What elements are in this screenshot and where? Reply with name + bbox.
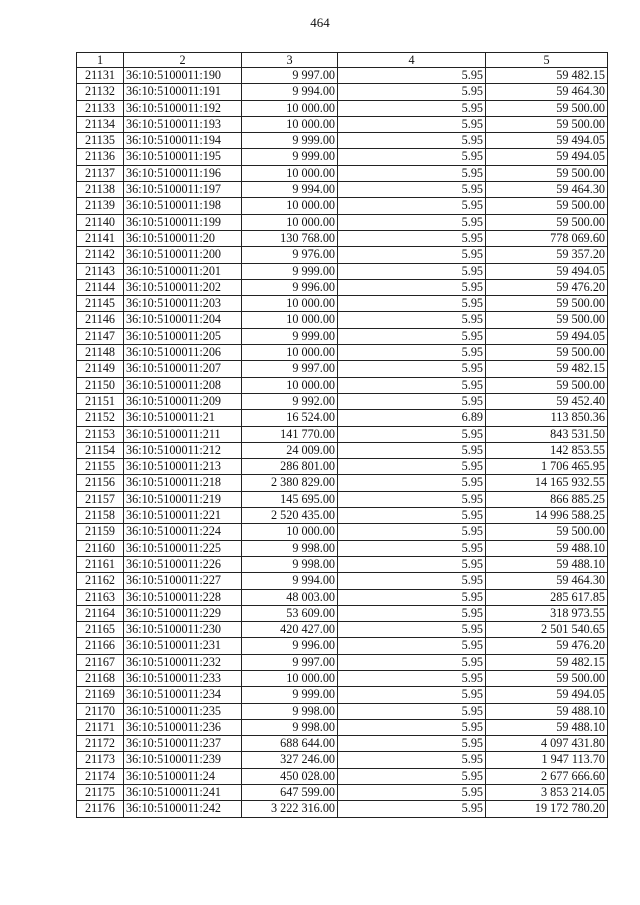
row-number-cell: 21170 [77, 703, 124, 719]
cadastral-number-cell: 36:10:5100011:224 [124, 524, 242, 540]
area-cell: 9 994.00 [242, 182, 338, 198]
row-number-cell: 21176 [77, 801, 124, 817]
table-row [77, 410, 608, 426]
table-row [77, 589, 608, 605]
row-number-cell: 21150 [77, 377, 124, 393]
area-cell: 9 998.00 [242, 540, 338, 556]
area-cell: 9 996.00 [242, 279, 338, 295]
cadastral-number-cell: 36:10:5100011:191 [124, 84, 242, 100]
rate-cell: 5.95 [338, 703, 486, 719]
cadastral-number-cell: 36:10:5100011:200 [124, 247, 242, 263]
cadastral-number-cell: 36:10:5100011:20 [124, 230, 242, 246]
value-cell: 59 500.00 [486, 377, 608, 393]
rate-cell: 5.95 [338, 263, 486, 279]
cadastral-number-cell: 36:10:5100011:232 [124, 654, 242, 670]
table-row [77, 638, 608, 654]
row-number-cell: 21163 [77, 589, 124, 605]
rate-cell: 5.95 [338, 68, 486, 84]
row-number-cell: 21149 [77, 361, 124, 377]
area-cell: 141 770.00 [242, 426, 338, 442]
column-header-4: 4 [338, 53, 486, 68]
table-row [77, 361, 608, 377]
value-cell: 59 476.20 [486, 638, 608, 654]
cadastral-number-cell: 36:10:5100011:198 [124, 198, 242, 214]
value-cell: 19 172 780.20 [486, 801, 608, 817]
rate-cell: 5.95 [338, 149, 486, 165]
table-row [77, 149, 608, 165]
table-row [77, 393, 608, 409]
rate-cell: 5.95 [338, 556, 486, 572]
rate-cell: 5.95 [338, 279, 486, 295]
area-cell: 3 222 316.00 [242, 801, 338, 817]
area-cell: 9 999.00 [242, 687, 338, 703]
area-cell: 48 003.00 [242, 589, 338, 605]
cadastral-number-cell: 36:10:5100011:227 [124, 573, 242, 589]
row-number-cell: 21134 [77, 116, 124, 132]
area-cell: 9 992.00 [242, 393, 338, 409]
value-cell: 1 947 113.70 [486, 752, 608, 768]
value-cell: 59 500.00 [486, 214, 608, 230]
table-row [77, 670, 608, 686]
row-number-cell: 21132 [77, 84, 124, 100]
rate-cell: 5.95 [338, 622, 486, 638]
header-row [77, 53, 608, 68]
table-row [77, 687, 608, 703]
value-cell: 59 494.05 [486, 133, 608, 149]
rate-cell: 5.95 [338, 345, 486, 361]
table-row [77, 214, 608, 230]
row-number-cell: 21162 [77, 573, 124, 589]
rate-cell: 5.95 [338, 214, 486, 230]
table-row [77, 508, 608, 524]
row-number-cell: 21135 [77, 133, 124, 149]
row-number-cell: 21165 [77, 622, 124, 638]
area-cell: 327 246.00 [242, 752, 338, 768]
row-number-cell: 21158 [77, 508, 124, 524]
cadastral-number-cell: 36:10:5100011:230 [124, 622, 242, 638]
cadastral-number-cell: 36:10:5100011:196 [124, 165, 242, 181]
rate-cell: 6.89 [338, 410, 486, 426]
area-cell: 9 976.00 [242, 247, 338, 263]
rate-cell: 5.95 [338, 165, 486, 181]
value-cell: 59 476.20 [486, 279, 608, 295]
value-cell: 59 500.00 [486, 165, 608, 181]
value-cell: 59 482.15 [486, 654, 608, 670]
cadastral-number-cell: 36:10:5100011:205 [124, 328, 242, 344]
table-row [77, 312, 608, 328]
area-cell: 2 380 829.00 [242, 475, 338, 491]
rate-cell: 5.95 [338, 589, 486, 605]
row-number-cell: 21145 [77, 296, 124, 312]
rate-cell: 5.95 [338, 393, 486, 409]
area-cell: 10 000.00 [242, 377, 338, 393]
table-row [77, 377, 608, 393]
value-cell: 285 617.85 [486, 589, 608, 605]
rate-cell: 5.95 [338, 442, 486, 458]
area-cell: 10 000.00 [242, 345, 338, 361]
area-cell: 286 801.00 [242, 459, 338, 475]
row-number-cell: 21174 [77, 768, 124, 784]
rate-cell: 5.95 [338, 361, 486, 377]
cadastral-number-cell: 36:10:5100011:213 [124, 459, 242, 475]
value-cell: 59 357.20 [486, 247, 608, 263]
value-cell: 59 500.00 [486, 296, 608, 312]
area-cell: 9 997.00 [242, 68, 338, 84]
value-cell: 59 500.00 [486, 100, 608, 116]
value-cell: 59 488.10 [486, 540, 608, 556]
register-table [76, 52, 608, 818]
cadastral-number-cell: 36:10:5100011:207 [124, 361, 242, 377]
row-number-cell: 21139 [77, 198, 124, 214]
value-cell: 59 452.40 [486, 393, 608, 409]
row-number-cell: 21154 [77, 442, 124, 458]
area-cell: 16 524.00 [242, 410, 338, 426]
cadastral-number-cell: 36:10:5100011:212 [124, 442, 242, 458]
cadastral-number-cell: 36:10:5100011:201 [124, 263, 242, 279]
rate-cell: 5.95 [338, 540, 486, 556]
area-cell: 420 427.00 [242, 622, 338, 638]
area-cell: 24 009.00 [242, 442, 338, 458]
cadastral-number-cell: 36:10:5100011:208 [124, 377, 242, 393]
cadastral-number-cell: 36:10:5100011:195 [124, 149, 242, 165]
column-header-5: 5 [486, 53, 608, 68]
table-row [77, 328, 608, 344]
area-cell: 450 028.00 [242, 768, 338, 784]
column-header-1: 1 [77, 53, 124, 68]
rate-cell: 5.95 [338, 670, 486, 686]
table-row [77, 345, 608, 361]
row-number-cell: 21168 [77, 670, 124, 686]
cadastral-number-cell: 36:10:5100011:221 [124, 508, 242, 524]
area-cell: 688 644.00 [242, 736, 338, 752]
row-number-cell: 21138 [77, 182, 124, 198]
value-cell: 4 097 431.80 [486, 736, 608, 752]
value-cell: 2 677 666.60 [486, 768, 608, 784]
area-cell: 9 994.00 [242, 573, 338, 589]
cadastral-number-cell: 36:10:5100011:203 [124, 296, 242, 312]
table-row [77, 491, 608, 507]
cadastral-number-cell: 36:10:5100011:192 [124, 100, 242, 116]
area-cell: 9 999.00 [242, 328, 338, 344]
table-row [77, 84, 608, 100]
value-cell: 113 850.36 [486, 410, 608, 426]
rate-cell: 5.95 [338, 116, 486, 132]
table-row [77, 605, 608, 621]
table-row [77, 752, 608, 768]
row-number-cell: 21147 [77, 328, 124, 344]
cadastral-number-cell: 36:10:5100011:197 [124, 182, 242, 198]
row-number-cell: 21171 [77, 719, 124, 735]
area-cell: 145 695.00 [242, 491, 338, 507]
rate-cell: 5.95 [338, 719, 486, 735]
row-number-cell: 21157 [77, 491, 124, 507]
rate-cell: 5.95 [338, 426, 486, 442]
area-cell: 9 998.00 [242, 556, 338, 572]
row-number-cell: 21164 [77, 605, 124, 621]
value-cell: 59 500.00 [486, 670, 608, 686]
row-number-cell: 21140 [77, 214, 124, 230]
value-cell: 142 853.55 [486, 442, 608, 458]
value-cell: 59 464.30 [486, 84, 608, 100]
rate-cell: 5.95 [338, 687, 486, 703]
row-number-cell: 21152 [77, 410, 124, 426]
value-cell: 59 500.00 [486, 198, 608, 214]
rate-cell: 5.95 [338, 198, 486, 214]
table-row [77, 459, 608, 475]
cadastral-number-cell: 36:10:5100011:194 [124, 133, 242, 149]
row-number-cell: 21161 [77, 556, 124, 572]
page-number: 464 [310, 15, 330, 30]
rate-cell: 5.95 [338, 605, 486, 621]
value-cell: 59 488.10 [486, 556, 608, 572]
cadastral-number-cell: 36:10:5100011:206 [124, 345, 242, 361]
table-row [77, 622, 608, 638]
table-row [77, 654, 608, 670]
rate-cell: 5.95 [338, 752, 486, 768]
table-row [77, 263, 608, 279]
table-row [77, 736, 608, 752]
value-cell: 1 706 465.95 [486, 459, 608, 475]
area-cell: 647 599.00 [242, 785, 338, 801]
row-number-cell: 21160 [77, 540, 124, 556]
row-number-cell: 21133 [77, 100, 124, 116]
rate-cell: 5.95 [338, 768, 486, 784]
value-cell: 59 482.15 [486, 68, 608, 84]
value-cell: 843 531.50 [486, 426, 608, 442]
value-cell: 318 973.55 [486, 605, 608, 621]
row-number-cell: 21144 [77, 279, 124, 295]
row-number-cell: 21146 [77, 312, 124, 328]
value-cell: 59 482.15 [486, 361, 608, 377]
area-cell: 9 999.00 [242, 149, 338, 165]
area-cell: 9 997.00 [242, 654, 338, 670]
area-cell: 53 609.00 [242, 605, 338, 621]
value-cell: 866 885.25 [486, 491, 608, 507]
value-cell: 3 853 214.05 [486, 785, 608, 801]
table-row [77, 68, 608, 84]
rate-cell: 5.95 [338, 328, 486, 344]
table-row [77, 703, 608, 719]
area-cell: 130 768.00 [242, 230, 338, 246]
area-cell: 10 000.00 [242, 312, 338, 328]
table-row [77, 116, 608, 132]
rate-cell: 5.95 [338, 524, 486, 540]
rate-cell: 5.95 [338, 508, 486, 524]
cadastral-number-cell: 36:10:5100011:236 [124, 719, 242, 735]
rate-cell: 5.95 [338, 459, 486, 475]
rate-cell: 5.95 [338, 491, 486, 507]
row-number-cell: 21143 [77, 263, 124, 279]
row-number-cell: 21167 [77, 654, 124, 670]
row-number-cell: 21153 [77, 426, 124, 442]
value-cell: 59 494.05 [486, 149, 608, 165]
table-row [77, 198, 608, 214]
cadastral-number-cell: 36:10:5100011:24 [124, 768, 242, 784]
value-cell: 59 500.00 [486, 345, 608, 361]
row-number-cell: 21141 [77, 230, 124, 246]
cadastral-number-cell: 36:10:5100011:21 [124, 410, 242, 426]
area-cell: 9 999.00 [242, 263, 338, 279]
value-cell: 778 069.60 [486, 230, 608, 246]
table-row [77, 100, 608, 116]
table-row [77, 133, 608, 149]
row-number-cell: 21156 [77, 475, 124, 491]
value-cell: 59 494.05 [486, 263, 608, 279]
area-cell: 10 000.00 [242, 296, 338, 312]
area-cell: 10 000.00 [242, 524, 338, 540]
cadastral-number-cell: 36:10:5100011:193 [124, 116, 242, 132]
cadastral-number-cell: 36:10:5100011:229 [124, 605, 242, 621]
area-cell: 2 520 435.00 [242, 508, 338, 524]
rate-cell: 5.95 [338, 801, 486, 817]
table-row [77, 442, 608, 458]
rate-cell: 5.95 [338, 100, 486, 116]
rate-cell: 5.95 [338, 247, 486, 263]
table-row [77, 573, 608, 589]
cadastral-number-cell: 36:10:5100011:234 [124, 687, 242, 703]
cadastral-number-cell: 36:10:5100011:202 [124, 279, 242, 295]
cadastral-number-cell: 36:10:5100011:237 [124, 736, 242, 752]
area-cell: 9 998.00 [242, 703, 338, 719]
area-cell: 9 999.00 [242, 133, 338, 149]
rate-cell: 5.95 [338, 654, 486, 670]
cadastral-number-cell: 36:10:5100011:233 [124, 670, 242, 686]
row-number-cell: 21131 [77, 68, 124, 84]
cadastral-number-cell: 36:10:5100011:242 [124, 801, 242, 817]
row-number-cell: 21137 [77, 165, 124, 181]
rate-cell: 5.95 [338, 736, 486, 752]
area-cell: 9 998.00 [242, 719, 338, 735]
table-row [77, 524, 608, 540]
table-row [77, 785, 608, 801]
row-number-cell: 21151 [77, 393, 124, 409]
table-header [77, 53, 608, 68]
cadastral-number-cell: 36:10:5100011:218 [124, 475, 242, 491]
row-number-cell: 21173 [77, 752, 124, 768]
rate-cell: 5.95 [338, 312, 486, 328]
area-cell: 9 996.00 [242, 638, 338, 654]
table-row [77, 165, 608, 181]
value-cell: 14 996 588.25 [486, 508, 608, 524]
rate-cell: 5.95 [338, 84, 486, 100]
area-cell: 10 000.00 [242, 214, 338, 230]
cadastral-number-cell: 36:10:5100011:209 [124, 393, 242, 409]
table-row [77, 426, 608, 442]
value-cell: 2 501 540.65 [486, 622, 608, 638]
rate-cell: 5.95 [338, 638, 486, 654]
rate-cell: 5.95 [338, 785, 486, 801]
row-number-cell: 21169 [77, 687, 124, 703]
column-header-3: 3 [242, 53, 338, 68]
row-number-cell: 21175 [77, 785, 124, 801]
table-row [77, 182, 608, 198]
value-cell: 59 488.10 [486, 703, 608, 719]
cadastral-number-cell: 36:10:5100011:241 [124, 785, 242, 801]
row-number-cell: 21166 [77, 638, 124, 654]
cadastral-number-cell: 36:10:5100011:204 [124, 312, 242, 328]
table-row [77, 230, 608, 246]
row-number-cell: 21155 [77, 459, 124, 475]
rate-cell: 5.95 [338, 475, 486, 491]
rate-cell: 5.95 [338, 133, 486, 149]
table-body [77, 68, 608, 818]
rate-cell: 5.95 [338, 573, 486, 589]
cadastral-number-cell: 36:10:5100011:219 [124, 491, 242, 507]
value-cell: 59 464.30 [486, 573, 608, 589]
column-header-2: 2 [124, 53, 242, 68]
cadastral-number-cell: 36:10:5100011:199 [124, 214, 242, 230]
table-row [77, 768, 608, 784]
area-cell: 10 000.00 [242, 100, 338, 116]
rate-cell: 5.95 [338, 296, 486, 312]
cadastral-number-cell: 36:10:5100011:211 [124, 426, 242, 442]
cadastral-number-cell: 36:10:5100011:228 [124, 589, 242, 605]
value-cell: 59 494.05 [486, 328, 608, 344]
row-number-cell: 21136 [77, 149, 124, 165]
table-row [77, 719, 608, 735]
row-number-cell: 21148 [77, 345, 124, 361]
value-cell: 14 165 932.55 [486, 475, 608, 491]
table-row [77, 801, 608, 817]
value-cell: 59 500.00 [486, 312, 608, 328]
table-row [77, 475, 608, 491]
row-number-cell: 21172 [77, 736, 124, 752]
value-cell: 59 500.00 [486, 116, 608, 132]
area-cell: 10 000.00 [242, 198, 338, 214]
rate-cell: 5.95 [338, 182, 486, 198]
table-row [77, 296, 608, 312]
table-row [77, 556, 608, 572]
area-cell: 9 994.00 [242, 84, 338, 100]
cadastral-number-cell: 36:10:5100011:226 [124, 556, 242, 572]
area-cell: 10 000.00 [242, 165, 338, 181]
value-cell: 59 488.10 [486, 719, 608, 735]
row-number-cell: 21142 [77, 247, 124, 263]
table-row [77, 279, 608, 295]
area-cell: 9 997.00 [242, 361, 338, 377]
row-number-cell: 21159 [77, 524, 124, 540]
table-row [77, 247, 608, 263]
area-cell: 10 000.00 [242, 116, 338, 132]
table-row [77, 540, 608, 556]
value-cell: 59 494.05 [486, 687, 608, 703]
cadastral-number-cell: 36:10:5100011:190 [124, 68, 242, 84]
cadastral-number-cell: 36:10:5100011:231 [124, 638, 242, 654]
value-cell: 59 500.00 [486, 524, 608, 540]
rate-cell: 5.95 [338, 377, 486, 393]
value-cell: 59 464.30 [486, 182, 608, 198]
cadastral-number-cell: 36:10:5100011:225 [124, 540, 242, 556]
rate-cell: 5.95 [338, 230, 486, 246]
cadastral-number-cell: 36:10:5100011:235 [124, 703, 242, 719]
cadastral-number-cell: 36:10:5100011:239 [124, 752, 242, 768]
area-cell: 10 000.00 [242, 670, 338, 686]
